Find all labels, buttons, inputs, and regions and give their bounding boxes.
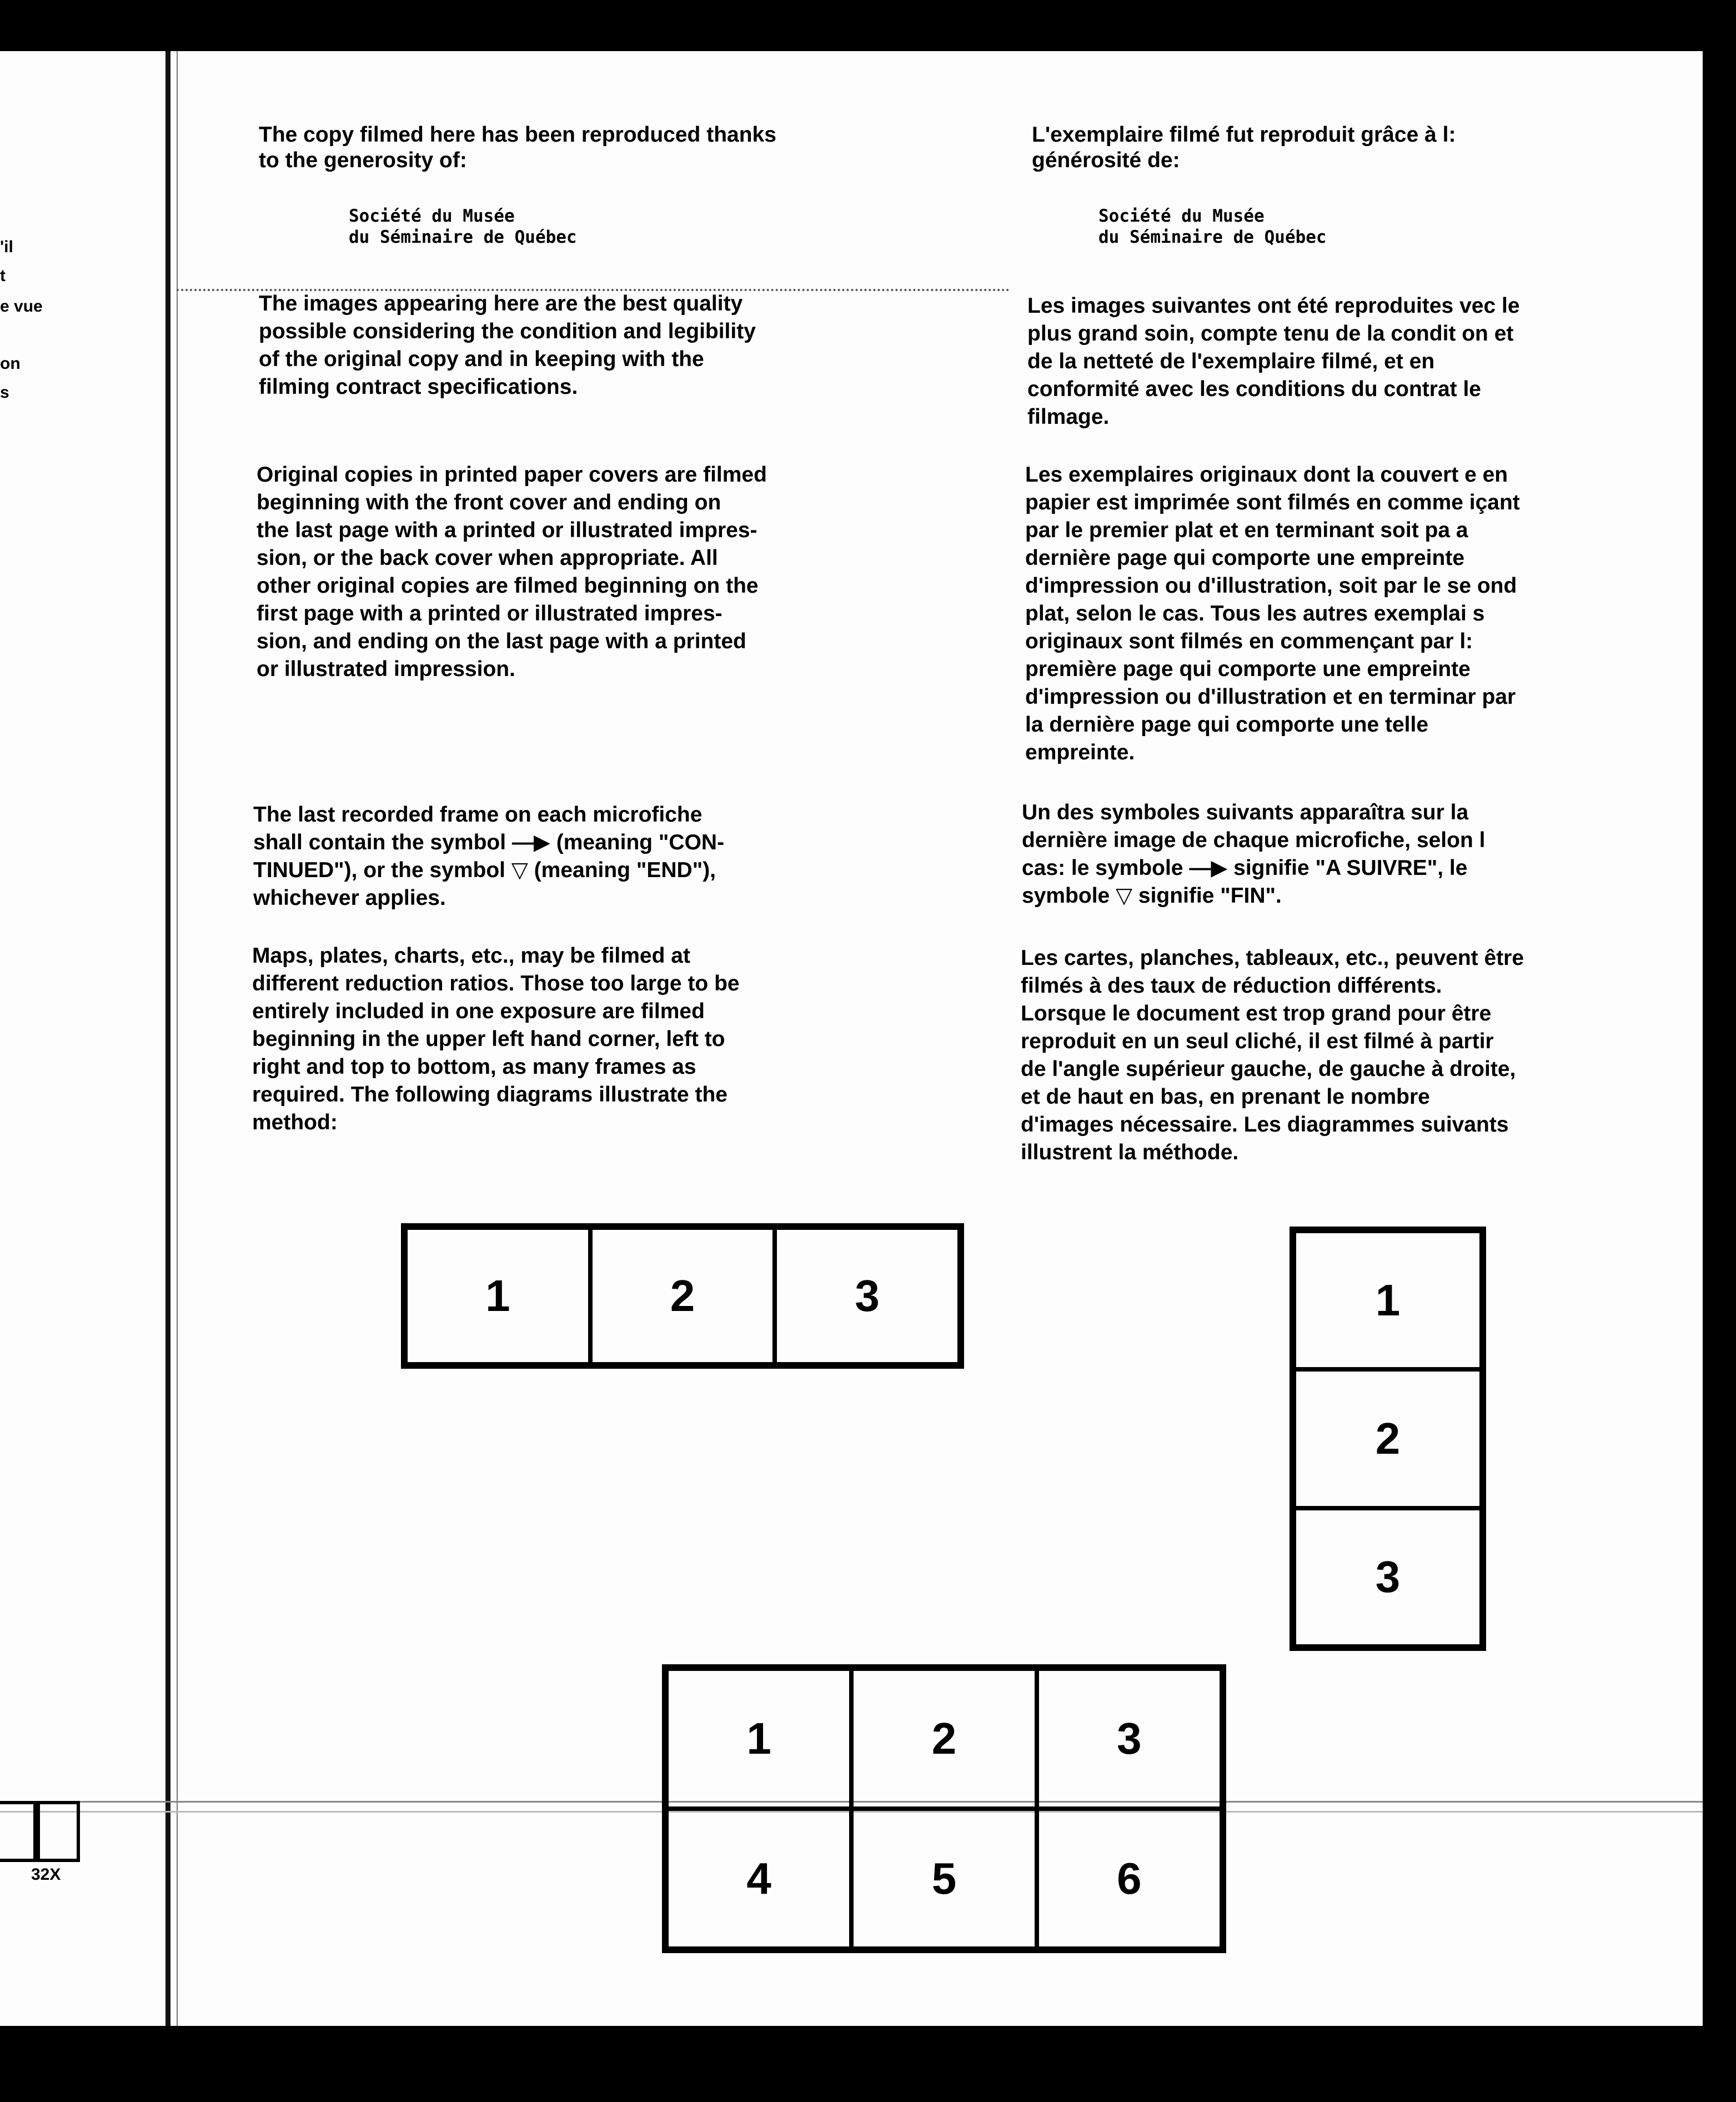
text-line: TINUED"), or the symbol ▽ (meaning "END"), <box>253 858 716 882</box>
text-line: filmage. <box>1027 405 1110 429</box>
edge-word: t <box>0 267 6 285</box>
text-line: originaux sont filmés en commençant par l: <box>1025 629 1473 653</box>
en-generosity-intro <box>259 122 776 173</box>
text-line: Un des symboles suivants apparaîtra sur la <box>1022 800 1469 824</box>
text-line: The last recorded frame on each microfiche <box>253 803 703 827</box>
text-line: de l'angle supérieur gauche, de gauche à droite, <box>1021 1057 1516 1081</box>
text-line: beginning with the front cover and ending on <box>257 491 721 514</box>
text-line: filmés à des taux de réduction différents. <box>1021 974 1442 998</box>
text-line: dernière image de chaque microfiche, selon l <box>1022 828 1486 852</box>
text-line: d'images nécessaire. Les diagrammes suivants <box>1021 1113 1509 1137</box>
en-paragraph-maps <box>252 942 740 1137</box>
frame-cell: 1 <box>1294 1231 1482 1369</box>
text-line: conformité avec les conditions du contrat le <box>1027 377 1482 401</box>
diagram-horizontal-frames <box>401 1223 964 1369</box>
fr-paragraph-quality <box>1027 292 1520 431</box>
text-line: reproduit en un seul cliché, il est filmé à partir <box>1021 1029 1494 1053</box>
text-line: beginning in the upper left hand corner, left to <box>252 1027 725 1051</box>
diagram-vertical-frames <box>1290 1227 1486 1651</box>
text-line: par le premier plat et en terminant soit pa a <box>1025 518 1468 542</box>
text-line: et de haut en bas, en prenant le nombre <box>1021 1085 1430 1109</box>
text-line: The images appearing here are the best quality <box>259 292 743 316</box>
text-line: la dernière page qui comporte une telle <box>1025 713 1429 737</box>
frame-cell: 2 <box>1294 1369 1482 1508</box>
frame-edge-thin-line <box>177 51 178 2026</box>
text-line: générosité de: <box>1032 148 1180 172</box>
filmed-page <box>0 51 1703 2026</box>
text-line: Société du Musée <box>349 206 515 226</box>
diagram-grid-frames <box>662 1664 1226 1953</box>
text-line: symbole ▽ signifie "FIN". <box>1022 884 1282 908</box>
fr-paragraph-maps <box>1021 944 1524 1167</box>
text-line: Original copies in printed paper covers are filmed <box>257 463 767 487</box>
frame-cell: 2 <box>851 1669 1036 1809</box>
text-line: sion, or the back cover when appropriate. All <box>257 546 718 570</box>
text-line: first page with a printed or illustrated impres- <box>257 602 723 625</box>
en-paragraph-symbols <box>253 801 724 912</box>
text-line: to the generosity of: <box>259 148 467 172</box>
fr-institution-name <box>1098 206 1327 248</box>
frame-cell: 6 <box>1037 1809 1222 1949</box>
frame-cell: 4 <box>666 1809 851 1949</box>
frame-cell: 3 <box>1037 1669 1222 1809</box>
text-line: plat, selon le cas. Tous les autres exemplai s <box>1025 602 1485 625</box>
text-line: Lorsque le document est trop grand pour être <box>1021 1002 1492 1025</box>
text-line: empreinte. <box>1025 740 1135 764</box>
edge-word: on <box>0 354 21 373</box>
en-paragraph-quality <box>259 290 756 401</box>
text-line: Société du Musée <box>1098 206 1265 226</box>
text-line: The copy filmed here has been reproduced thanks <box>259 123 776 147</box>
text-line: L'exemplaire filmé fut reproduit grâce à l: <box>1032 123 1456 147</box>
text-line: whichever applies. <box>253 886 446 910</box>
text-line: Les cartes, planches, tableaux, etc., peuvent être <box>1021 946 1524 970</box>
text-line: the last page with a printed or illustrated impres- <box>257 518 757 542</box>
fr-generosity-intro <box>1032 122 1456 173</box>
text-line: d'impression ou d'illustration, soit par le se ond <box>1025 574 1517 598</box>
edge-word: e vue <box>0 297 43 316</box>
text-line: du Séminaire de Québec <box>349 227 577 247</box>
text-line: shall contain the symbol —▶ (meaning "CON- <box>253 830 725 854</box>
text-line: d'impression ou d'illustration et en terminar par <box>1025 685 1516 709</box>
text-line: required. The following diagrams illustrate the <box>252 1083 727 1107</box>
frame-cell: 1 <box>405 1228 590 1364</box>
text-line: dernière page qui comporte une empreinte <box>1025 546 1465 570</box>
en-paragraph-covers <box>257 461 767 683</box>
text-line: illustrent la méthode. <box>1021 1140 1239 1164</box>
text-line: sion, and ending on the last page with a printed <box>257 629 746 653</box>
fr-paragraph-covers <box>1025 461 1520 767</box>
text-line: other original copies are filmed beginning on the <box>257 574 759 598</box>
frame-edge-line <box>165 51 170 2026</box>
text-line: de la netteté de l'exemplaire filmé, et en <box>1027 349 1435 373</box>
frame-cell: 3 <box>775 1228 960 1364</box>
frame-cell: 5 <box>851 1809 1036 1949</box>
frame-cell: 3 <box>1294 1508 1482 1646</box>
edge-word: 'il <box>0 238 13 256</box>
text-line: Les exemplaires originaux dont la couvert e en <box>1025 463 1508 487</box>
text-line: Maps, plates, charts, etc., may be filmed at <box>252 944 690 968</box>
text-line: première page qui comporte une empreinte <box>1025 657 1471 681</box>
text-line: or illustrated impression. <box>257 657 515 681</box>
text-line: method: <box>252 1110 338 1134</box>
text-line: plus grand soin, compte tenu de la condit on et <box>1027 322 1514 346</box>
text-line: right and top to bottom, as many frames as <box>252 1055 696 1079</box>
text-line: different reduction ratios. Those too large to be <box>252 972 740 995</box>
text-line: Les images suivantes ont été reproduites vec le <box>1027 294 1520 318</box>
frame-cell: 2 <box>590 1228 775 1364</box>
resolution-box <box>33 1801 80 1862</box>
text-line: filming contract specifications. <box>259 375 578 399</box>
text-line: possible considering the condition and legibility <box>259 319 756 343</box>
en-institution-name <box>349 206 577 248</box>
reduction-scale-label: 32X <box>31 1865 61 1884</box>
text-line: du Séminaire de Québec <box>1098 227 1327 247</box>
fr-paragraph-symbols <box>1022 799 1485 910</box>
edge-word: s <box>0 383 9 402</box>
frame-cell: 1 <box>666 1669 851 1809</box>
text-line: of the original copy and in keeping with the <box>259 347 704 371</box>
text-line: papier est imprimée sont filmés en comme içant <box>1025 491 1520 514</box>
text-line: cas: le symbole —▶ signifie "A SUIVRE", le <box>1022 856 1468 880</box>
text-line: entirely included in one exposure are filmed <box>252 999 705 1023</box>
